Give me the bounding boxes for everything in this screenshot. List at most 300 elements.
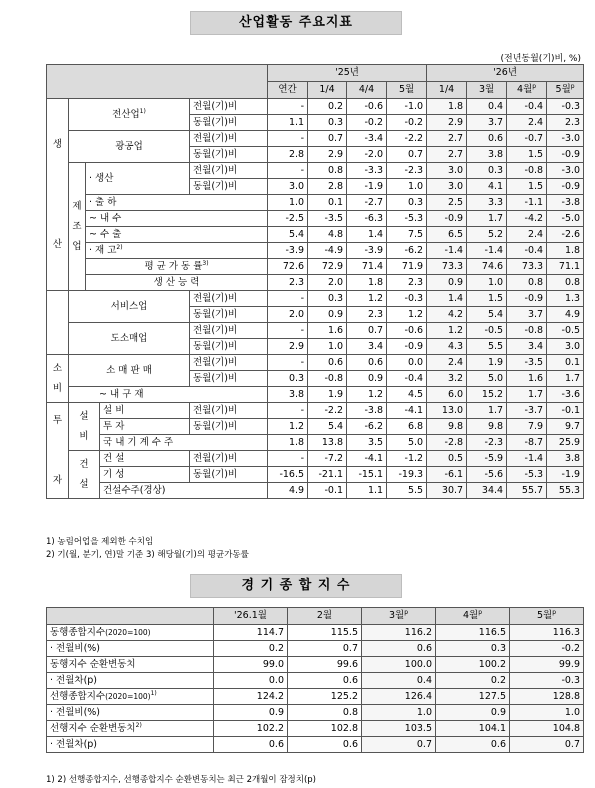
value-cell: 0.6: [362, 641, 436, 657]
row-sub-label: 동월(기)비: [190, 339, 268, 355]
value-cell: 1.2: [347, 387, 387, 403]
value-cell: 116.3: [510, 625, 584, 641]
value-cell: -2.7: [347, 195, 387, 211]
value-cell: 0.3: [436, 641, 510, 657]
table-row: [47, 451, 584, 467]
value-cell: 0.5: [427, 451, 467, 467]
value-cell: 115.5: [288, 625, 362, 641]
value-cell: -0.6: [387, 323, 427, 339]
value-cell: -: [268, 131, 308, 147]
value-cell: 1.6: [308, 323, 347, 339]
value-cell: 0.1: [547, 355, 584, 371]
row-sub-label: 동월(기)비: [190, 419, 268, 435]
value-cell: -3.6: [547, 387, 584, 403]
value-cell: -0.9: [427, 211, 467, 227]
value-cell: -1.4: [507, 451, 547, 467]
value-cell: -0.4: [507, 99, 547, 115]
index-row-label: · 전월차(p): [47, 737, 214, 753]
table-row: [47, 355, 584, 371]
value-cell: -1.4: [427, 243, 467, 259]
row-label-shipment: · 출 하: [86, 195, 268, 211]
value-cell: 30.7: [427, 483, 467, 499]
value-cell: 5.0: [387, 435, 427, 451]
table-row: [47, 211, 584, 227]
value-cell: 0.7: [347, 323, 387, 339]
value-cell: 0.6: [214, 737, 288, 753]
value-cell: 4.8: [308, 227, 347, 243]
table-row: [47, 657, 584, 673]
value-cell: 1.2: [387, 307, 427, 323]
footnote-2: 2) 기(월, 분기, 연)말 기준 3) 해당월(기)의 평균가동률: [46, 550, 249, 560]
value-cell: 4.1: [467, 179, 507, 195]
value-cell: 2.4: [507, 115, 547, 131]
index-row-label: · 전월비(%): [47, 705, 214, 721]
value-cell: -5.6: [467, 467, 507, 483]
col-feb: 2월: [288, 608, 362, 625]
value-cell: 116.5: [436, 625, 510, 641]
value-cell: 73.3: [507, 259, 547, 275]
value-cell: 0.6: [288, 673, 362, 689]
row-label-service: 서비스업: [69, 291, 190, 323]
table-row: [47, 673, 584, 689]
value-cell: 128.8: [510, 689, 584, 705]
row-sub-label: 전월(기)비: [190, 451, 268, 467]
row-label-completed: 기 성: [100, 467, 190, 483]
value-cell: 2.0: [308, 275, 347, 291]
group-production: 생 산: [47, 99, 69, 291]
value-cell: 127.5: [436, 689, 510, 705]
value-cell: -0.9: [547, 147, 584, 163]
value-cell: -3.7: [507, 403, 547, 419]
table-row: [47, 705, 584, 721]
value-cell: 1.2: [427, 323, 467, 339]
value-cell: -0.8: [507, 163, 547, 179]
value-cell: 3.0: [427, 179, 467, 195]
value-cell: 13.8: [308, 435, 347, 451]
value-cell: 3.7: [507, 307, 547, 323]
value-cell: 1.8: [427, 99, 467, 115]
table-row: [47, 163, 584, 179]
row-label-machinery-orders: 국 내 기 계 수 주: [100, 435, 268, 451]
table-row: [47, 227, 584, 243]
value-cell: 0.9: [347, 371, 387, 387]
value-cell: 0.3: [268, 371, 308, 387]
value-cell: 1.2: [268, 419, 308, 435]
value-cell: 0.9: [436, 705, 510, 721]
row-sub-label: 동월(기)비: [190, 467, 268, 483]
col-mar: 3월$^p$: [362, 608, 436, 625]
table-row: [47, 403, 584, 419]
value-cell: -0.5: [467, 323, 507, 339]
row-sub-label: 전월(기)비: [190, 323, 268, 339]
value-cell: 1.0: [387, 179, 427, 195]
value-cell: 5.4: [268, 227, 308, 243]
value-cell: -4.9: [308, 243, 347, 259]
table-row: [47, 275, 584, 291]
row-sub-label: 전월(기)비: [190, 99, 268, 115]
col-26-q1: 1/4: [427, 82, 467, 99]
value-cell: 5.5: [467, 339, 507, 355]
value-cell: 1.5: [507, 179, 547, 195]
value-cell: 1.0: [308, 339, 347, 355]
value-cell: 2.0: [268, 307, 308, 323]
value-cell: 3.8: [467, 147, 507, 163]
value-cell: 34.4: [467, 483, 507, 499]
value-cell: 73.3: [427, 259, 467, 275]
value-cell: 103.5: [362, 721, 436, 737]
row-label-domestic: ~ 내 수: [86, 211, 268, 227]
row-label-utilization: 평 균 가 동 률$^{3)}$: [86, 259, 268, 275]
value-cell: 6.0: [427, 387, 467, 403]
value-cell: 2.9: [268, 339, 308, 355]
value-cell: 1.8: [268, 435, 308, 451]
value-cell: 71.9: [387, 259, 427, 275]
table-row: [47, 99, 584, 115]
value-cell: 6.8: [387, 419, 427, 435]
footnote-1: 1) 농림어업을 제외한 수치임: [46, 537, 154, 547]
value-cell: -3.5: [507, 355, 547, 371]
value-cell: -0.5: [547, 323, 584, 339]
value-cell: -1.1: [507, 195, 547, 211]
table-row: [47, 467, 584, 483]
value-cell: 9.7: [547, 419, 584, 435]
row-label-capacity: 생 산 능 력: [86, 275, 268, 291]
value-cell: 1.1: [268, 115, 308, 131]
value-cell: 2.5: [427, 195, 467, 211]
table-row: [47, 435, 584, 451]
value-cell: 1.5: [507, 147, 547, 163]
value-cell: 100.0: [362, 657, 436, 673]
value-cell: 0.9: [308, 307, 347, 323]
value-cell: 0.0: [387, 355, 427, 371]
row-label-all-industry: 전산업$^{1)}$: [69, 99, 190, 131]
row-label-construction: 건 설: [100, 451, 190, 467]
value-cell: 0.2: [214, 641, 288, 657]
value-cell: 0.7: [362, 737, 436, 753]
value-cell: -15.1: [347, 467, 387, 483]
group-construction: 건 설: [69, 451, 100, 499]
value-cell: 13.0: [427, 403, 467, 419]
value-cell: 1.4: [347, 227, 387, 243]
value-cell: 3.4: [507, 339, 547, 355]
value-cell: 1.7: [507, 387, 547, 403]
value-cell: 1.8: [547, 243, 584, 259]
value-cell: 0.7: [387, 147, 427, 163]
value-cell: 102.2: [214, 721, 288, 737]
spacer-cell: [47, 291, 69, 355]
value-cell: -2.3: [467, 435, 507, 451]
value-cell: 3.4: [347, 339, 387, 355]
value-cell: -3.0: [547, 163, 584, 179]
value-cell: -21.1: [308, 467, 347, 483]
row-sub-label: 전월(기)비: [190, 291, 268, 307]
industry-title: 산업활동 주요지표: [190, 11, 402, 35]
value-cell: 4.9: [268, 483, 308, 499]
value-cell: 9.8: [427, 419, 467, 435]
value-cell: 0.2: [308, 99, 347, 115]
value-cell: -0.1: [547, 403, 584, 419]
value-cell: -2.8: [427, 435, 467, 451]
value-cell: 125.2: [288, 689, 362, 705]
value-cell: 2.3: [347, 307, 387, 323]
group-manufacturing: 제 조 업: [69, 163, 86, 291]
row-label-facility: 설 비: [100, 403, 190, 419]
value-cell: 3.7: [467, 115, 507, 131]
value-cell: -0.3: [510, 673, 584, 689]
col-may: 5월$^p$: [510, 608, 584, 625]
col-26-may: 5월$^p$: [547, 82, 584, 99]
value-cell: 3.0: [547, 339, 584, 355]
index-row-label: 선행지수 순환변동치$^{2)}$: [47, 721, 214, 737]
value-cell: 116.2: [362, 625, 436, 641]
value-cell: 2.4: [507, 227, 547, 243]
value-cell: 1.6: [507, 371, 547, 387]
value-cell: 0.6: [347, 355, 387, 371]
value-cell: -0.8: [507, 323, 547, 339]
table-row: [47, 243, 584, 259]
value-cell: 104.8: [510, 721, 584, 737]
value-cell: -: [268, 355, 308, 371]
col-25-q1: 1/4: [308, 82, 347, 99]
table-row: [47, 131, 584, 147]
value-cell: 0.3: [308, 291, 347, 307]
value-cell: 1.3: [547, 291, 584, 307]
index-row-label: 동행종합지수(2020=100): [47, 625, 214, 641]
value-cell: -0.7: [507, 131, 547, 147]
value-cell: -2.3: [387, 163, 427, 179]
value-cell: 1.7: [467, 211, 507, 227]
value-cell: 7.5: [387, 227, 427, 243]
group-investment: 투 자: [47, 403, 69, 499]
value-cell: -6.1: [427, 467, 467, 483]
value-cell: 0.9: [214, 705, 288, 721]
value-cell: -3.9: [347, 243, 387, 259]
value-cell: 2.8: [268, 147, 308, 163]
composite-index-title: 경 기 종 합 지 수: [190, 574, 402, 598]
value-cell: -2.2: [308, 403, 347, 419]
value-cell: -3.8: [547, 195, 584, 211]
value-cell: 114.7: [214, 625, 288, 641]
value-cell: 0.1: [308, 195, 347, 211]
value-cell: 0.4: [362, 673, 436, 689]
header-corner-2: [47, 608, 214, 625]
value-cell: 1.0: [467, 275, 507, 291]
value-cell: 72.6: [268, 259, 308, 275]
value-cell: 1.8: [347, 275, 387, 291]
value-cell: 5.4: [467, 307, 507, 323]
value-cell: 6.5: [427, 227, 467, 243]
value-cell: -2.2: [387, 131, 427, 147]
value-cell: 3.2: [427, 371, 467, 387]
value-cell: -2.6: [547, 227, 584, 243]
value-cell: -0.9: [507, 291, 547, 307]
value-cell: 3.0: [427, 163, 467, 179]
table-row: [47, 625, 584, 641]
value-cell: 2.3: [387, 275, 427, 291]
col-25-q4: 4/4: [347, 82, 387, 99]
value-cell: -5.9: [467, 451, 507, 467]
row-label-inventory: · 재 고$^{2)}$: [86, 243, 268, 259]
value-cell: 1.9: [308, 387, 347, 403]
row-sub-label: 동월(기)비: [190, 307, 268, 323]
value-cell: -6.3: [347, 211, 387, 227]
value-cell: 4.9: [547, 307, 584, 323]
value-cell: 5.2: [467, 227, 507, 243]
value-cell: 2.3: [547, 115, 584, 131]
header-year-2025: '25년: [268, 65, 427, 82]
footnote-3: 1) 2) 선행종합지수, 선행종합지수 순환변동치는 최근 2개월이 잠정치(p): [46, 775, 316, 785]
value-cell: 1.7: [547, 371, 584, 387]
row-sub-label: 전월(기)비: [190, 131, 268, 147]
value-cell: 5.0: [467, 371, 507, 387]
value-cell: 2.8: [308, 179, 347, 195]
industry-table: [46, 64, 584, 499]
value-cell: 0.7: [308, 131, 347, 147]
value-cell: 0.6: [288, 737, 362, 753]
table-row: [47, 483, 584, 499]
header-corner: [47, 65, 268, 99]
value-cell: -1.4: [467, 243, 507, 259]
value-cell: 3.0: [268, 179, 308, 195]
value-cell: -: [268, 323, 308, 339]
value-cell: 74.6: [467, 259, 507, 275]
value-cell: -0.9: [387, 339, 427, 355]
value-cell: 0.3: [308, 115, 347, 131]
value-cell: -1.2: [387, 451, 427, 467]
value-cell: 99.6: [288, 657, 362, 673]
value-cell: 1.4: [427, 291, 467, 307]
value-cell: -4.2: [507, 211, 547, 227]
value-cell: 0.3: [387, 195, 427, 211]
header-year-2026: '26년: [427, 65, 584, 82]
row-sub-label: 동월(기)비: [190, 115, 268, 131]
value-cell: -5.3: [507, 467, 547, 483]
value-cell: -1.0: [387, 99, 427, 115]
value-cell: -: [268, 403, 308, 419]
value-cell: 0.8: [288, 705, 362, 721]
value-cell: 1.0: [362, 705, 436, 721]
value-cell: 3.8: [547, 451, 584, 467]
col-25-may: 5월: [387, 82, 427, 99]
value-cell: 4.3: [427, 339, 467, 355]
value-cell: -1.9: [347, 179, 387, 195]
index-row-label: · 전월비(%): [47, 641, 214, 657]
value-cell: -0.4: [387, 371, 427, 387]
value-cell: -2.5: [268, 211, 308, 227]
group-facility: 설 비: [69, 403, 100, 451]
value-cell: 71.4: [347, 259, 387, 275]
value-cell: -3.9: [268, 243, 308, 259]
table-row: [47, 323, 584, 339]
col-annual: 연간: [268, 82, 308, 99]
value-cell: -3.5: [308, 211, 347, 227]
value-cell: -0.6: [347, 99, 387, 115]
row-sub-label: 전월(기)비: [190, 163, 268, 179]
table-row: [47, 419, 584, 435]
value-cell: 2.7: [427, 131, 467, 147]
value-cell: 0.2: [436, 673, 510, 689]
value-cell: -0.4: [507, 243, 547, 259]
value-cell: -7.2: [308, 451, 347, 467]
row-sub-label: 전월(기)비: [190, 355, 268, 371]
col-jan: '26.1월: [214, 608, 288, 625]
row-label-wholesale: 도소매업: [69, 323, 190, 355]
value-cell: -3.8: [347, 403, 387, 419]
value-cell: 1.7: [467, 403, 507, 419]
value-cell: 4.5: [387, 387, 427, 403]
value-cell: 102.8: [288, 721, 362, 737]
row-sub-label: 동월(기)비: [190, 147, 268, 163]
value-cell: 3.8: [268, 387, 308, 403]
value-cell: -4.1: [347, 451, 387, 467]
table-row: [47, 387, 584, 403]
row-label-construction-orders: 건설수주(경상): [100, 483, 268, 499]
value-cell: 72.9: [308, 259, 347, 275]
table-row: [47, 195, 584, 211]
value-cell: -2.0: [347, 147, 387, 163]
value-cell: -0.9: [547, 179, 584, 195]
value-cell: -0.1: [308, 483, 347, 499]
value-cell: 1.0: [268, 195, 308, 211]
value-cell: 5.5: [387, 483, 427, 499]
value-cell: 100.2: [436, 657, 510, 673]
row-label-mining: 광공업: [69, 131, 190, 163]
value-cell: -5.0: [547, 211, 584, 227]
col-apr: 4월$^p$: [436, 608, 510, 625]
table-row: [47, 737, 584, 753]
group-consumption: 소 비: [47, 355, 69, 403]
value-cell: 0.8: [547, 275, 584, 291]
value-cell: -3.0: [547, 131, 584, 147]
value-cell: -16.5: [268, 467, 308, 483]
value-cell: -4.1: [387, 403, 427, 419]
index-row-label: 선행종합지수(2020=100)$^{1)}$: [47, 689, 214, 705]
table-row: [47, 641, 584, 657]
table-row: [47, 291, 584, 307]
value-cell: 1.1: [347, 483, 387, 499]
value-cell: 3.5: [347, 435, 387, 451]
value-cell: -: [268, 99, 308, 115]
value-cell: -0.3: [547, 99, 584, 115]
table-row: [47, 721, 584, 737]
value-cell: -5.3: [387, 211, 427, 227]
value-cell: 9.8: [467, 419, 507, 435]
row-label-production: · 생산: [86, 163, 190, 195]
value-cell: 7.9: [507, 419, 547, 435]
row-label-retail: 소 매 판 매: [69, 355, 190, 387]
value-cell: -0.8: [308, 371, 347, 387]
value-cell: 0.6: [308, 355, 347, 371]
value-cell: -3.4: [347, 131, 387, 147]
value-cell: -19.3: [387, 467, 427, 483]
row-sub-label: 동월(기)비: [190, 179, 268, 195]
value-cell: -3.3: [347, 163, 387, 179]
index-row-label: · 전월차(p): [47, 673, 214, 689]
value-cell: 2.9: [427, 115, 467, 131]
value-cell: -0.2: [347, 115, 387, 131]
value-cell: 0.7: [288, 641, 362, 657]
value-cell: 0.3: [467, 163, 507, 179]
row-sub-label: 전월(기)비: [190, 403, 268, 419]
value-cell: -6.2: [387, 243, 427, 259]
value-cell: 104.1: [436, 721, 510, 737]
value-cell: 0.9: [427, 275, 467, 291]
value-cell: -6.2: [347, 419, 387, 435]
row-sub-label: 동월(기)비: [190, 371, 268, 387]
value-cell: -: [268, 163, 308, 179]
value-cell: 0.0: [214, 673, 288, 689]
value-cell: 99.9: [510, 657, 584, 673]
